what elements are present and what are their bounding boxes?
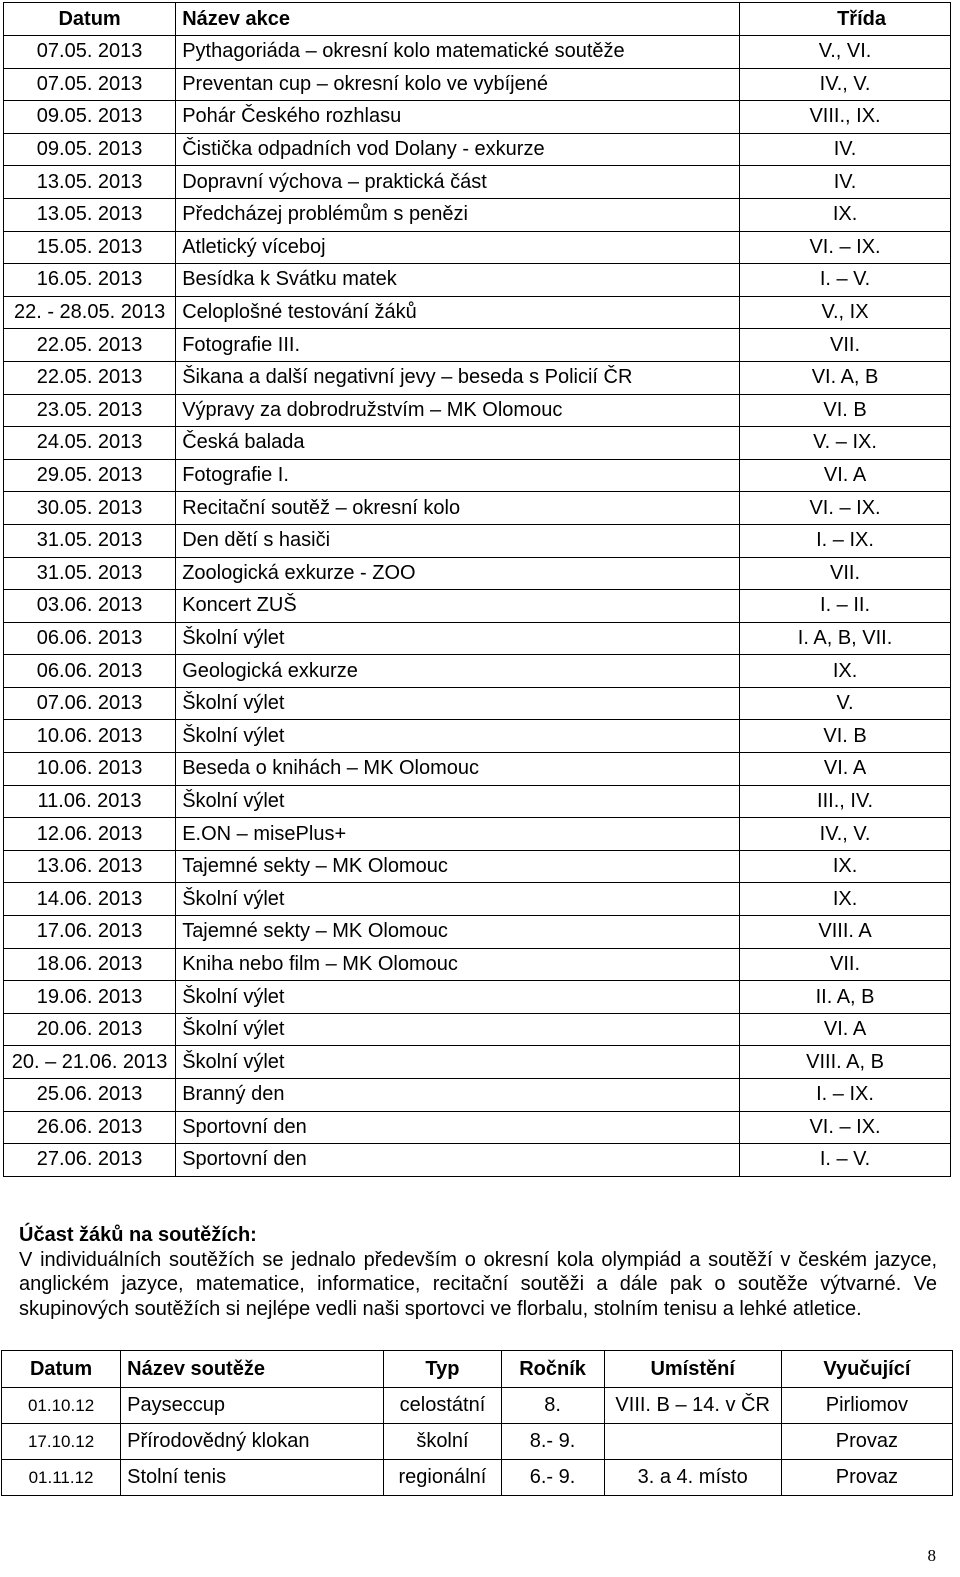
event-row	[4, 1079, 951, 1112]
event-date: 10.06. 2013	[4, 753, 176, 786]
event-date: 09.05. 2013	[4, 133, 176, 166]
event-row	[4, 1046, 951, 1079]
event-class: IX.	[740, 655, 951, 688]
competition-teacher: Provaz	[781, 1460, 952, 1496]
event-row	[4, 101, 951, 134]
event-class: IX.	[740, 198, 951, 231]
competition-row	[2, 1388, 953, 1424]
event-row	[4, 720, 951, 753]
event-class: V.	[740, 687, 951, 720]
event-date: 09.05. 2013	[4, 101, 176, 134]
event-class: VII.	[740, 948, 951, 981]
event-class: VI. A	[740, 1013, 951, 1046]
event-date: 31.05. 2013	[4, 524, 176, 557]
event-row	[4, 557, 951, 590]
event-name: Den dětí s hasiči	[176, 524, 740, 557]
competition-place: 3. a 4. místo	[604, 1460, 781, 1496]
event-date: 20. – 21.06. 2013	[4, 1046, 176, 1079]
event-row	[4, 394, 951, 427]
event-row	[4, 916, 951, 949]
event-row	[4, 231, 951, 264]
event-date: 14.06. 2013	[4, 883, 176, 916]
event-date: 22.05. 2013	[4, 329, 176, 362]
event-date: 07.06. 2013	[4, 687, 176, 720]
competitions-summary	[19, 1223, 937, 1321]
event-name: Kniha nebo film – MK Olomouc	[176, 948, 740, 981]
event-date: 19.06. 2013	[4, 981, 176, 1014]
competitions-header-row	[2, 1351, 953, 1388]
event-name: Školní výlet	[176, 1046, 740, 1079]
header-event-name: Název akce	[176, 3, 740, 36]
competition-name: Stolní tenis	[121, 1460, 384, 1496]
event-name: Besídka k Svátku matek	[176, 264, 740, 297]
event-name: Čistička odpadních vod Dolany - exkurze	[176, 133, 740, 166]
event-row	[4, 68, 951, 101]
event-class: III., IV.	[740, 785, 951, 818]
event-date: 18.06. 2013	[4, 948, 176, 981]
event-name: Česká balada	[176, 427, 740, 460]
event-date: 07.05. 2013	[4, 68, 176, 101]
event-date: 31.05. 2013	[4, 557, 176, 590]
event-class: IV., V.	[740, 818, 951, 851]
event-name: Školní výlet	[176, 622, 740, 655]
event-date: 30.05. 2013	[4, 492, 176, 525]
event-class: I. – II.	[740, 590, 951, 623]
event-row	[4, 883, 951, 916]
event-name: E.ON – misePlus+	[176, 818, 740, 851]
event-row	[4, 264, 951, 297]
event-class: VI. B	[740, 394, 951, 427]
event-name: Recitační soutěž – okresní kolo	[176, 492, 740, 525]
competitions-paragraph: V individuálních soutěžích se jednalo především o okresní kola olympiád a soutěží v českém jazyce, anglickém jazyce, matematice, informatice, recitační soutěži a dále pak o soutěže výtvarné. Ve skupinových soutěžích si nejlépe vedli naši sportovci ve florbalu, stolním tenisu a lehké atletice.	[19, 1248, 937, 1320]
event-name: Sportovní den	[176, 1111, 740, 1144]
header-comp-place: Umístění	[604, 1351, 781, 1388]
event-date: 26.06. 2013	[4, 1111, 176, 1144]
event-row	[4, 1144, 951, 1177]
competition-place: VIII. B – 14. v ČR	[604, 1388, 781, 1424]
competition-type: regionální	[384, 1460, 501, 1496]
event-row	[4, 1013, 951, 1046]
header-comp-date: Datum	[2, 1351, 121, 1388]
event-row	[4, 296, 951, 329]
event-row	[4, 133, 951, 166]
event-date: 13.05. 2013	[4, 166, 176, 199]
event-date: 24.05. 2013	[4, 427, 176, 460]
competition-name: Přírodovědný klokan	[121, 1424, 384, 1460]
event-date: 07.05. 2013	[4, 36, 176, 69]
event-name: Branný den	[176, 1079, 740, 1112]
event-class: VII.	[740, 329, 951, 362]
page-number: 8	[927, 1546, 936, 1565]
event-row	[4, 818, 951, 851]
event-date: 23.05. 2013	[4, 394, 176, 427]
competitions-heading: Účast žáků na soutěžích:	[19, 1224, 257, 1246]
event-name: Geologická exkurze	[176, 655, 740, 688]
event-date: 06.06. 2013	[4, 622, 176, 655]
event-row	[4, 655, 951, 688]
event-row	[4, 753, 951, 786]
event-class: I. – V.	[740, 1144, 951, 1177]
event-name: Předcházej problémům s penězi	[176, 198, 740, 231]
event-row	[4, 329, 951, 362]
event-row	[4, 850, 951, 883]
event-row	[4, 948, 951, 981]
event-name: Tajemné sekty – MK Olomouc	[176, 916, 740, 949]
competition-teacher: Pirliomov	[781, 1388, 952, 1424]
event-row	[4, 590, 951, 623]
event-name: Dopravní výchova – praktická část	[176, 166, 740, 199]
event-name: Školní výlet	[176, 883, 740, 916]
event-name: Fotografie III.	[176, 329, 740, 362]
event-date: 11.06. 2013	[4, 785, 176, 818]
competitions-table	[1, 1350, 953, 1496]
header-comp-year: Ročník	[501, 1351, 604, 1388]
event-name: Školní výlet	[176, 1013, 740, 1046]
event-date: 25.06. 2013	[4, 1079, 176, 1112]
event-name: Tajemné sekty – MK Olomouc	[176, 850, 740, 883]
event-date: 29.05. 2013	[4, 459, 176, 492]
event-row	[4, 622, 951, 655]
event-name: Beseda o knihách – MK Olomouc	[176, 753, 740, 786]
competition-year: 6.- 9.	[501, 1460, 604, 1496]
event-row	[4, 687, 951, 720]
event-row	[4, 36, 951, 69]
header-comp-teacher: Vyučující	[781, 1351, 952, 1388]
event-class: VI. – IX.	[740, 231, 951, 264]
competitions-body	[2, 1388, 953, 1496]
event-name: Školní výlet	[176, 785, 740, 818]
event-name: Výpravy za dobrodružstvím – MK Olomouc	[176, 394, 740, 427]
event-name: Zoologická exkurze - ZOO	[176, 557, 740, 590]
event-date: 16.05. 2013	[4, 264, 176, 297]
event-name: Školní výlet	[176, 687, 740, 720]
competition-date: 01.10.12	[2, 1388, 121, 1424]
event-name: Atletický víceboj	[176, 231, 740, 264]
event-row	[4, 1111, 951, 1144]
event-class: V. – IX.	[740, 427, 951, 460]
event-row	[4, 981, 951, 1014]
header-date: Datum	[4, 3, 176, 36]
event-row	[4, 492, 951, 525]
event-class: IV., V.	[740, 68, 951, 101]
event-date: 13.06. 2013	[4, 850, 176, 883]
event-date: 10.06. 2013	[4, 720, 176, 753]
event-row	[4, 166, 951, 199]
header-comp-name: Název soutěže	[121, 1351, 384, 1388]
event-date: 13.05. 2013	[4, 198, 176, 231]
event-date: 27.06. 2013	[4, 1144, 176, 1177]
event-name: Školní výlet	[176, 981, 740, 1014]
event-class: II. A, B	[740, 981, 951, 1014]
event-name: Preventan cup – okresní kolo ve vybíjené	[176, 68, 740, 101]
competition-year: 8.	[501, 1388, 604, 1424]
event-class: VI. – IX.	[740, 1111, 951, 1144]
competition-type: celostátní	[384, 1388, 501, 1424]
event-name: Celoplošné testování žáků	[176, 296, 740, 329]
event-class: VI. A, B	[740, 361, 951, 394]
event-date: 12.06. 2013	[4, 818, 176, 851]
event-date: 03.06. 2013	[4, 590, 176, 623]
competition-date: 17.10.12	[2, 1424, 121, 1460]
event-row	[4, 427, 951, 460]
event-class: IX.	[740, 883, 951, 916]
competition-type: školní	[384, 1424, 501, 1460]
event-class: VIII. A, B	[740, 1046, 951, 1079]
event-class: VIII. A	[740, 916, 951, 949]
event-name: Školní výlet	[176, 720, 740, 753]
competition-year: 8.- 9.	[501, 1424, 604, 1460]
event-name: Pythagoriáda – okresní kolo matematické soutěže	[176, 36, 740, 69]
event-class: I. – IX.	[740, 1079, 951, 1112]
events-header-row	[4, 3, 951, 36]
event-class: I. – V.	[740, 264, 951, 297]
event-date: 15.05. 2013	[4, 231, 176, 264]
event-date: 22. - 28.05. 2013	[4, 296, 176, 329]
competition-date: 01.11.12	[2, 1460, 121, 1496]
event-name: Fotografie I.	[176, 459, 740, 492]
event-name: Pohár Českého rozhlasu	[176, 101, 740, 134]
event-date: 17.06. 2013	[4, 916, 176, 949]
event-class: VI. – IX.	[740, 492, 951, 525]
event-row	[4, 459, 951, 492]
event-class: VI. A	[740, 753, 951, 786]
event-name: Šikana a další negativní jevy – beseda s Policií ČR	[176, 361, 740, 394]
event-name: Sportovní den	[176, 1144, 740, 1177]
events-table	[3, 2, 951, 1177]
events-body	[4, 36, 951, 1177]
competition-row	[2, 1424, 953, 1460]
event-class: V., VI.	[740, 36, 951, 69]
event-name: Koncert ZUŠ	[176, 590, 740, 623]
event-class: VI. A	[740, 459, 951, 492]
event-date: 20.06. 2013	[4, 1013, 176, 1046]
event-class: V., IX	[740, 296, 951, 329]
competition-teacher: Provaz	[781, 1424, 952, 1460]
event-date: 22.05. 2013	[4, 361, 176, 394]
event-row	[4, 198, 951, 231]
header-class: Třída	[740, 3, 951, 36]
event-class: VI. B	[740, 720, 951, 753]
event-row	[4, 524, 951, 557]
event-class: IV.	[740, 133, 951, 166]
event-class: VII.	[740, 557, 951, 590]
event-class: I. – IX.	[740, 524, 951, 557]
event-class: I. A, B, VII.	[740, 622, 951, 655]
competition-name: Payseccup	[121, 1388, 384, 1424]
event-row	[4, 785, 951, 818]
event-class: IX.	[740, 850, 951, 883]
competition-row	[2, 1460, 953, 1496]
header-comp-type: Typ	[384, 1351, 501, 1388]
event-date: 06.06. 2013	[4, 655, 176, 688]
event-class: IV.	[740, 166, 951, 199]
event-class: VIII., IX.	[740, 101, 951, 134]
event-row	[4, 361, 951, 394]
competition-place	[604, 1424, 781, 1460]
